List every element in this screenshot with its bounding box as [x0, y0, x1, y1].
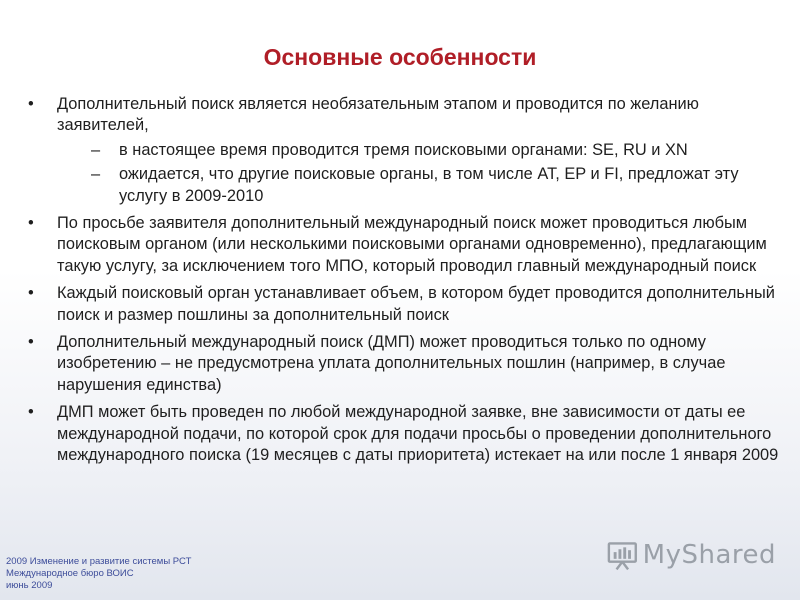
- bullet-text: ДМП может быть проведен по любой международной заявке, вне зависимости от даты ее международной подачи, по которой срок для подачи просьбы о проведении дополнительного международного поиска (19 месяцев с даты приоритета) истекает на или после 1 января 2009: [57, 403, 779, 465]
- watermark-logo: [606, 537, 776, 573]
- bullet-glyph: •: [28, 333, 34, 352]
- bullet-item-2: [24, 213, 784, 277]
- bullet-text: Дополнительный международный поиск (ДМП) может проводиться только по одному изобретению – не предусмотрена уплата дополнительных пошлин (например, в случае нарушения единства): [57, 333, 726, 394]
- sub-item-2: [91, 164, 784, 207]
- slide-content: [24, 94, 784, 473]
- bullet-glyph: •: [28, 284, 34, 303]
- bullet-item-4: [24, 332, 784, 396]
- sub-item-1: [91, 140, 784, 161]
- bullet-glyph: •: [28, 403, 34, 422]
- slide-title: Основные особенности: [263, 44, 537, 70]
- dash-glyph: –: [91, 140, 101, 159]
- bullet-text: По просьбе заявителя дополнительный международный поиск может проводиться любым поисковым органом (или несколькими поисковыми органами одновременно), предлагающим такую услугу, за исключением того МПО, который проводил главный международный поиск: [57, 214, 767, 275]
- dash-glyph: –: [91, 165, 101, 184]
- footer-line: июнь 2009: [6, 580, 53, 591]
- bullet-text: Каждый поисковый орган устанавливает объем, в котором будет проводится дополнительный поиск и размер пошлины за дополнительный поиск: [57, 284, 775, 324]
- watermark-text: MyShared: [642, 540, 776, 570]
- footer-line: Международное бюро ВОИС: [6, 568, 134, 579]
- sub-text: в настоящее время проводится тремя поисковыми органами: SE, RU и XN: [119, 140, 688, 159]
- bullet-item-3: [24, 283, 784, 326]
- bullet-text: Дополнительный поиск является необязательным этапом и проводится по желанию заявителей,: [57, 95, 699, 135]
- bullet-glyph: •: [28, 214, 34, 233]
- footer-line: 2009 Изменение и развитие системы РСТ: [6, 556, 192, 567]
- bullet-glyph: •: [28, 95, 34, 113]
- bullet-item-1: [24, 94, 784, 207]
- slide-footer: [6, 556, 191, 592]
- presentation-board-icon: [606, 538, 639, 572]
- sub-text: ожидается, что другие поисковые органы, в том числе AT, EP и FI, предложат эту услугу в 2009-2010: [119, 165, 739, 205]
- bullet-item-5: [24, 402, 784, 466]
